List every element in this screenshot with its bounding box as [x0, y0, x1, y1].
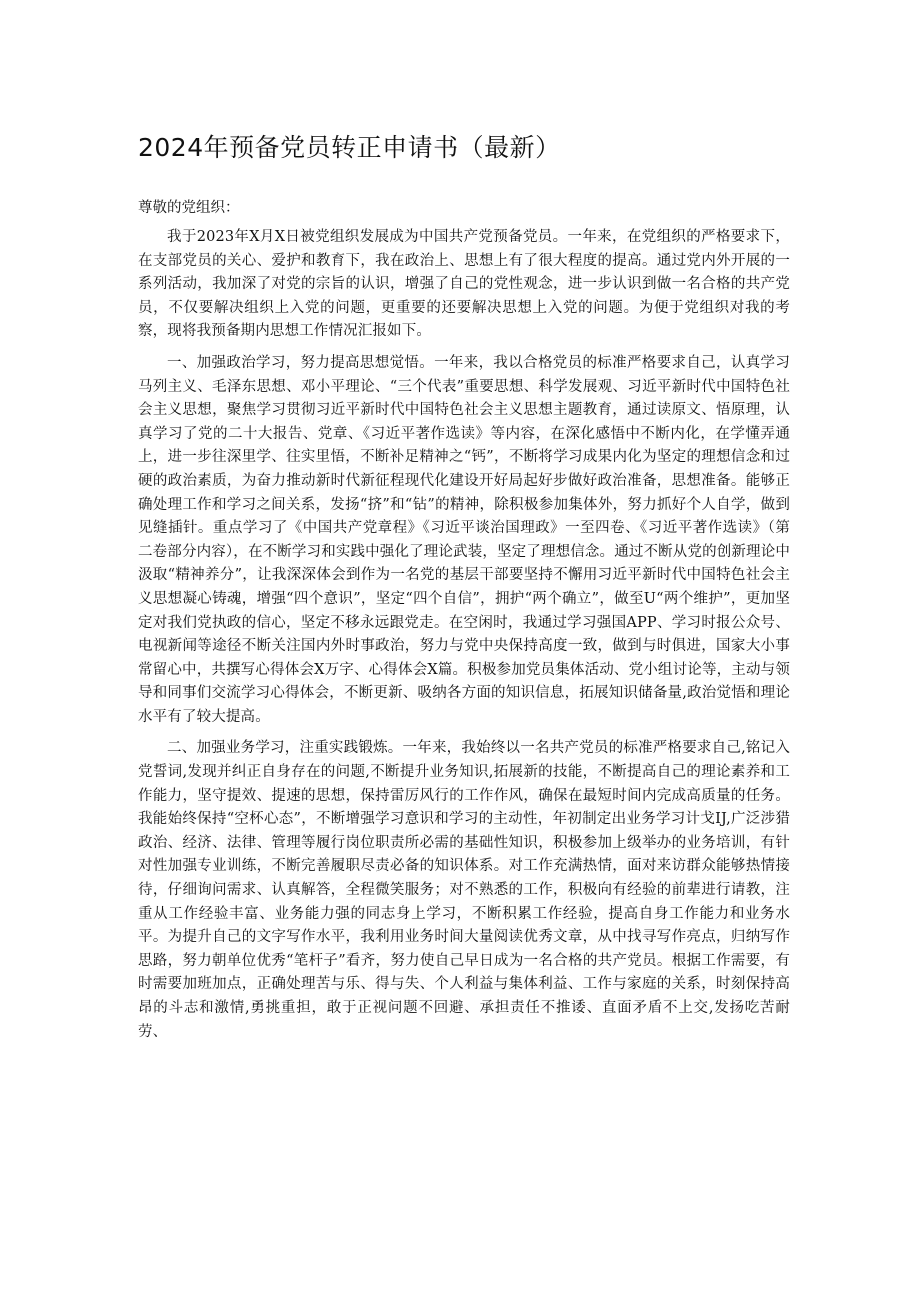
- document-title: 2024年预备党员转正申请书（最新）: [138, 133, 561, 162]
- paragraph-business-study: 二、加强业务学习，注重实践锻炼。一年来，我始终以一名共产党员的标准严格要求自己,铭记入党誓词,发现并纠正自身存在的问题,不断提升业务知识,拓展新的技能，不断提高自己的理论素养和工作能力，坚守提效、提速的思想，保持雷厉风行的工作作风，确保在最短时间内完成高质量的任务。我能始终保持“空杯心态”，不断增强学习意识和学习的主动性，年初制定出业务学习计戈IJ,广泛涉猎政治、经济、法律、管理等履行岗位职责所必需的基础性知识，积极参加上级举办的业务培训，有针对性加强专业训练，不断完善履职尽责必备的知识体系。对工作充满热情，面对来访群众能够热情接待，仔细询问需求、认真解答，全程微笑服务；对不熟悉的工作，积极向有经验的前辈进行请教，注重从工作经验丰富、业务能力强的同志身上学习，不断积累工作经验，提高自身工作能力和业务水平。为提升自己的文字写作水平，我利用业务时间大量阅读优秀文章，从中找寻写作亮点，归纳写作思路，努力朝单位优秀“笔杆子”看齐，努力使自己早日成为一名合格的共产党员。根据工作需要，有时需要加班加点，正确处理苦与乐、得与失、个人利益与集体利益、工作与家庭的关系，时刻保持高昂的斗志和激情,勇挑重担，敢于正视问题不回避、承担责任不推诿、直面矛盾不上交,发扬吃苦耐劳、: [138, 740, 790, 1040]
- document-page: [138, 128, 790, 1052]
- salutation: 尊敬的党组织：: [138, 200, 240, 216]
- paragraph-intro: 我于2023年X月X日被党组织发展成为中国共产党预备党员。一年来，在党组织的严格要求下，在支部党员的关心、爱护和教育下，我在政治上、思想上有了很大程度的提高。通过党内外开展的一系列活动，我加深了对党的宗旨的认识，增强了自己的党性观念，进一步认识到做一名合格的共产党员，不仅要解决组织上入党的问题，更重要的还要解决思想上入党的问题。为便于党组织对我的考察，现将我预备期内思想工作情况汇报如下。: [138, 229, 790, 340]
- paragraph-political-study: 一、加强政治学习，努力提高思想觉悟。一年来，我以合格党员的标准严格要求自己，认真学习马列主义、毛泽东思想、邓小平理论、“三个代表”重要思想、科学发展观、习近平新时代中国特色社会主义思想，聚焦学习贯彻习近平新时代中国特色社会主义思想主题教育，通过读原文、悟原理，认真学习了党的二十大报告、党章、《习近平著作选读》等内容，在深化感悟中不断内化，在学懂弄通上，进一步往深里学、往实里悟，不断补足精神之“钙”，不断将学习成果内化为坚定的理想信念和过硬的政治素质，为奋力推动新时代新征程现代化建设开好局起好步做好政治准备，思想准备。能够正确处理工作和学习之间关系，发扬“挤”和“钻”的精神，除积极参加集体外，努力抓好个人自学，做到见缝插针。重点学习了《中国共产党章程》《习近平谈治国理政》一至四卷、《习近平著作选读》（第二卷部分内容），在不断学习和实践中强化了理论武装，坚定了理想信念。通过不断从党的创新理论中汲取“精神养分”，让我深深体会到作为一名党的基层干部要坚持不懈用习近平新时代中国特色社会主义思想凝心铸魂，增强“四个意识”，坚定“四个自信”，拥护“两个确立”，做至U“两个维护”，更加坚定对我们党执政的信心，坚定不移永远跟党走。在空闲时，我通过学习强国APP、学习时报公众号、电视新闻等途径不断关注国内外时事政治，努力与党中央保持高度一致，做到与时俱进，国家大小事常留心中，共撰写心得体会X万字、心得体会X篇。积极参加党员集体活动、党小组讨论等，主动与领导和同事们交流学习心得体会，不断更新、吸纳各方面的知识信息，拓展知识储备量,政治觉悟和理论水平有了较大提高。: [138, 354, 790, 725]
